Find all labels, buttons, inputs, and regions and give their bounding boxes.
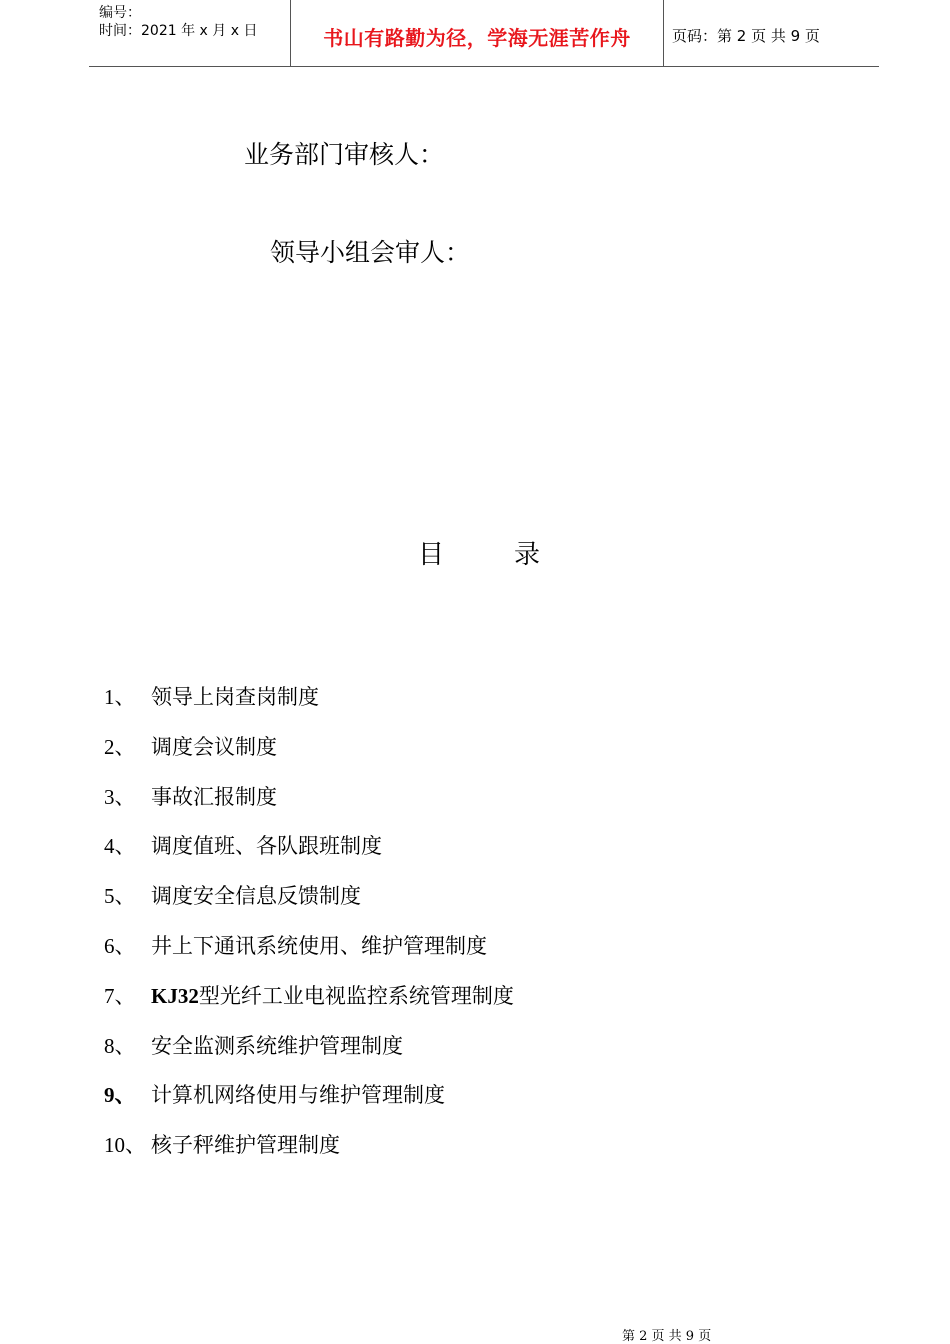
toc-item-model-code: KJ32: [151, 983, 199, 1008]
toc-item[interactable]: [104, 931, 514, 981]
toc-item[interactable]: [104, 981, 514, 1031]
toc-item-title: 核子秤维护管理制度: [151, 1133, 340, 1158]
toc-item-number: 6、: [104, 933, 136, 958]
header-page-cell: [664, 0, 879, 67]
page-footer: 第 2 页 共 9 页: [622, 1329, 712, 1344]
toc-title: [418, 534, 540, 571]
toc-title-right: 录: [514, 540, 541, 570]
document-time-label: 时间：2021 年 x 月 x 日: [99, 23, 258, 39]
toc-item-title: 安全监测系统维护管理制度: [151, 1033, 403, 1058]
department-reviewer-label: 业务部门审核人：: [244, 140, 445, 169]
toc-item-title: 型光纤工业电视监控系统管理制度: [198, 983, 514, 1008]
toc-item[interactable]: [104, 1080, 514, 1130]
header-left-cell: [89, 0, 291, 67]
header-motto-cell: [291, 0, 664, 67]
page-header: [89, 0, 879, 67]
toc-title-left: 目: [418, 540, 445, 570]
table-of-contents: [104, 682, 514, 1180]
toc-item-title: 领导上岗查岗制度: [151, 685, 319, 709]
toc-item[interactable]: [104, 831, 514, 881]
toc-item-number: 1、: [104, 685, 136, 709]
document-number-label: 编号：: [99, 5, 141, 21]
toc-item-number: 2、: [104, 734, 136, 759]
toc-item-title: 调度会议制度: [151, 734, 277, 759]
toc-item-number: 8、: [104, 1033, 136, 1058]
toc-item-number: 5、: [104, 884, 136, 909]
toc-item-number: 7、: [104, 983, 136, 1008]
toc-item-number: 4、: [104, 834, 136, 859]
toc-item[interactable]: [104, 732, 514, 782]
toc-item-number: 3、: [104, 784, 136, 809]
toc-item-title: 计算机网络使用与维护管理制度: [151, 1083, 445, 1108]
toc-item[interactable]: [104, 782, 514, 832]
toc-item-title: 事故汇报制度: [151, 784, 277, 809]
toc-item-title: 调度值班、各队跟班制度: [151, 834, 382, 859]
leadership-reviewer-label: 领导小组会审人：: [270, 238, 471, 267]
toc-item[interactable]: [104, 881, 514, 931]
toc-item-number: 9、: [104, 1083, 136, 1108]
toc-item-number: 10、: [104, 1133, 146, 1158]
toc-item[interactable]: [104, 1130, 514, 1180]
toc-item-title: 井上下通讯系统使用、维护管理制度: [151, 933, 487, 958]
toc-item[interactable]: [104, 682, 514, 732]
toc-item[interactable]: [104, 1031, 514, 1081]
toc-item-title: 调度安全信息反馈制度: [151, 884, 361, 909]
header-page-info: 页码：第 2 页 共 9 页: [672, 27, 820, 45]
header-motto: 书山有路勤为径，学海无涯苦作舟: [323, 26, 631, 50]
